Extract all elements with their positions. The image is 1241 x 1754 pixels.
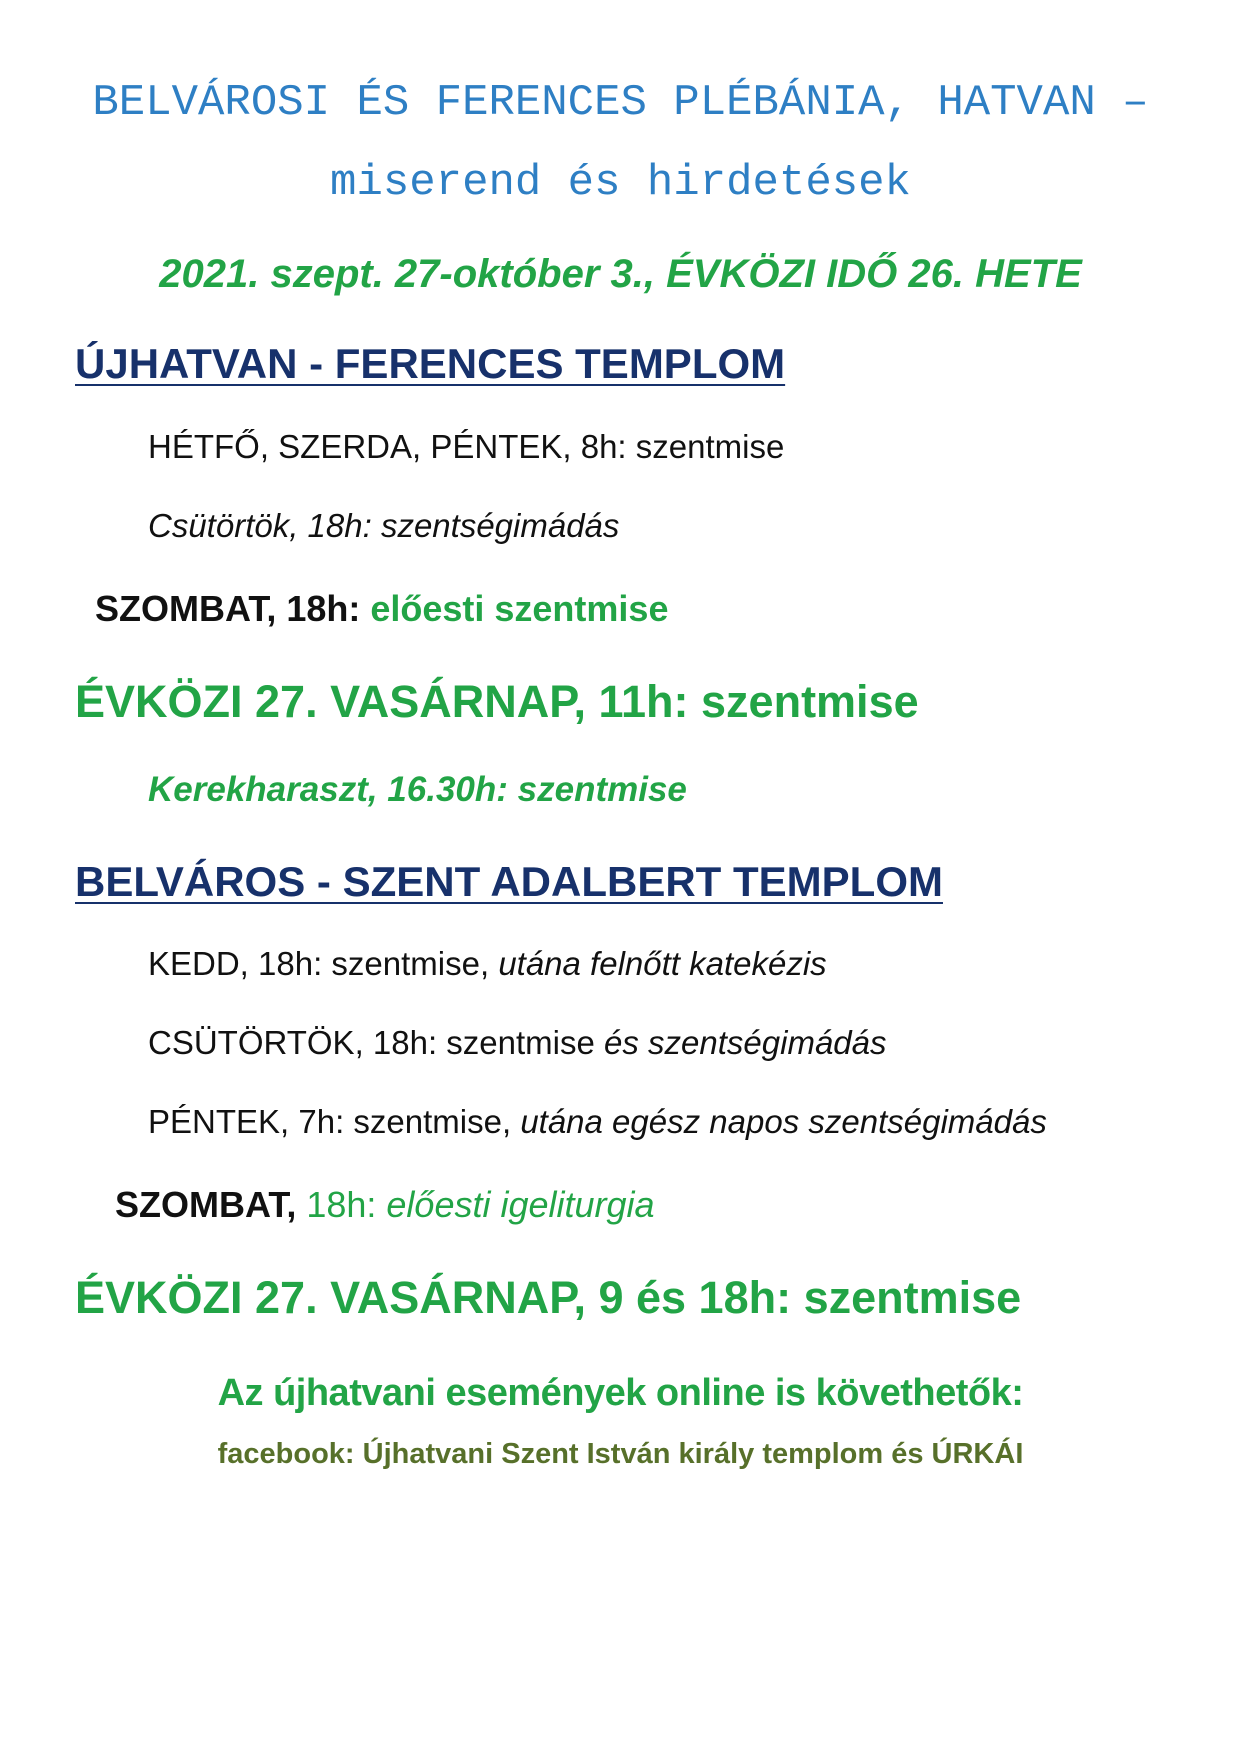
belvaros-thursday-extra: és szentségimádás <box>604 1024 887 1061</box>
belvaros-tuesday-extra: utána felnőtt katekézis <box>498 945 827 982</box>
ujhatvan-thursday: Csütörtök, 18h: szentségimádás <box>148 507 620 544</box>
week-heading: 2021. szept. 27-október 3., ÉVKÖZI IDŐ 26. HETE <box>159 252 1082 296</box>
belvaros-saturday <box>115 1184 655 1226</box>
belvaros-tuesday-main: KEDD, 18h: szentmise, <box>148 945 499 982</box>
parish-title: BELVÁROSI ÉS FERENCES PLÉBÁNIA, HATVAN – <box>92 78 1149 128</box>
ujhatvan-sunday: ÉVKÖZI 27. VASÁRNAP, 11h: szentmise <box>75 676 919 727</box>
belvaros-thursday <box>148 1024 887 1062</box>
belvaros-tuesday <box>148 945 827 983</box>
belvaros-saturday-label: SZOMBAT, <box>115 1184 307 1225</box>
ujhatvan-saturday <box>95 588 668 630</box>
ujhatvan-heading: ÚJHATVAN - FERENCES TEMPLOM <box>75 340 786 387</box>
facebook-notice: facebook: Újhatvani Szent István király templom és ÚRKÁI <box>217 1438 1024 1470</box>
belvaros-friday <box>148 1103 1047 1141</box>
belvaros-friday-extra: utána egész napos szentségimádás <box>520 1103 1047 1140</box>
ujhatvan-weekday-mass: HÉTFŐ, SZERDA, PÉNTEK, 8h: szentmise <box>148 428 785 465</box>
belvaros-saturday-event: előesti igeliturgia <box>386 1184 655 1225</box>
ujhatvan-saturday-event: előesti szentmise <box>370 588 669 629</box>
kerekharaszt-mass: Kerekharaszt, 16.30h: szentmise <box>148 770 687 809</box>
online-notice: Az újhatvani események online is követhetők: <box>217 1372 1024 1414</box>
belvaros-friday-main: PÉNTEK, 7h: szentmise, <box>148 1103 521 1140</box>
parish-subtitle: miserend és hirdetések <box>330 158 911 208</box>
ujhatvan-saturday-label: SZOMBAT, 18h: <box>95 588 371 629</box>
belvaros-sunday: ÉVKÖZI 27. VASÁRNAP, 9 és 18h: szentmise <box>75 1272 1022 1323</box>
belvaros-saturday-time: 18h: <box>306 1184 387 1225</box>
belvaros-thursday-main: CSÜTÖRTÖK, 18h: szentmise <box>148 1024 605 1061</box>
belvaros-heading: BELVÁROS - SZENT ADALBERT TEMPLOM <box>75 858 943 905</box>
